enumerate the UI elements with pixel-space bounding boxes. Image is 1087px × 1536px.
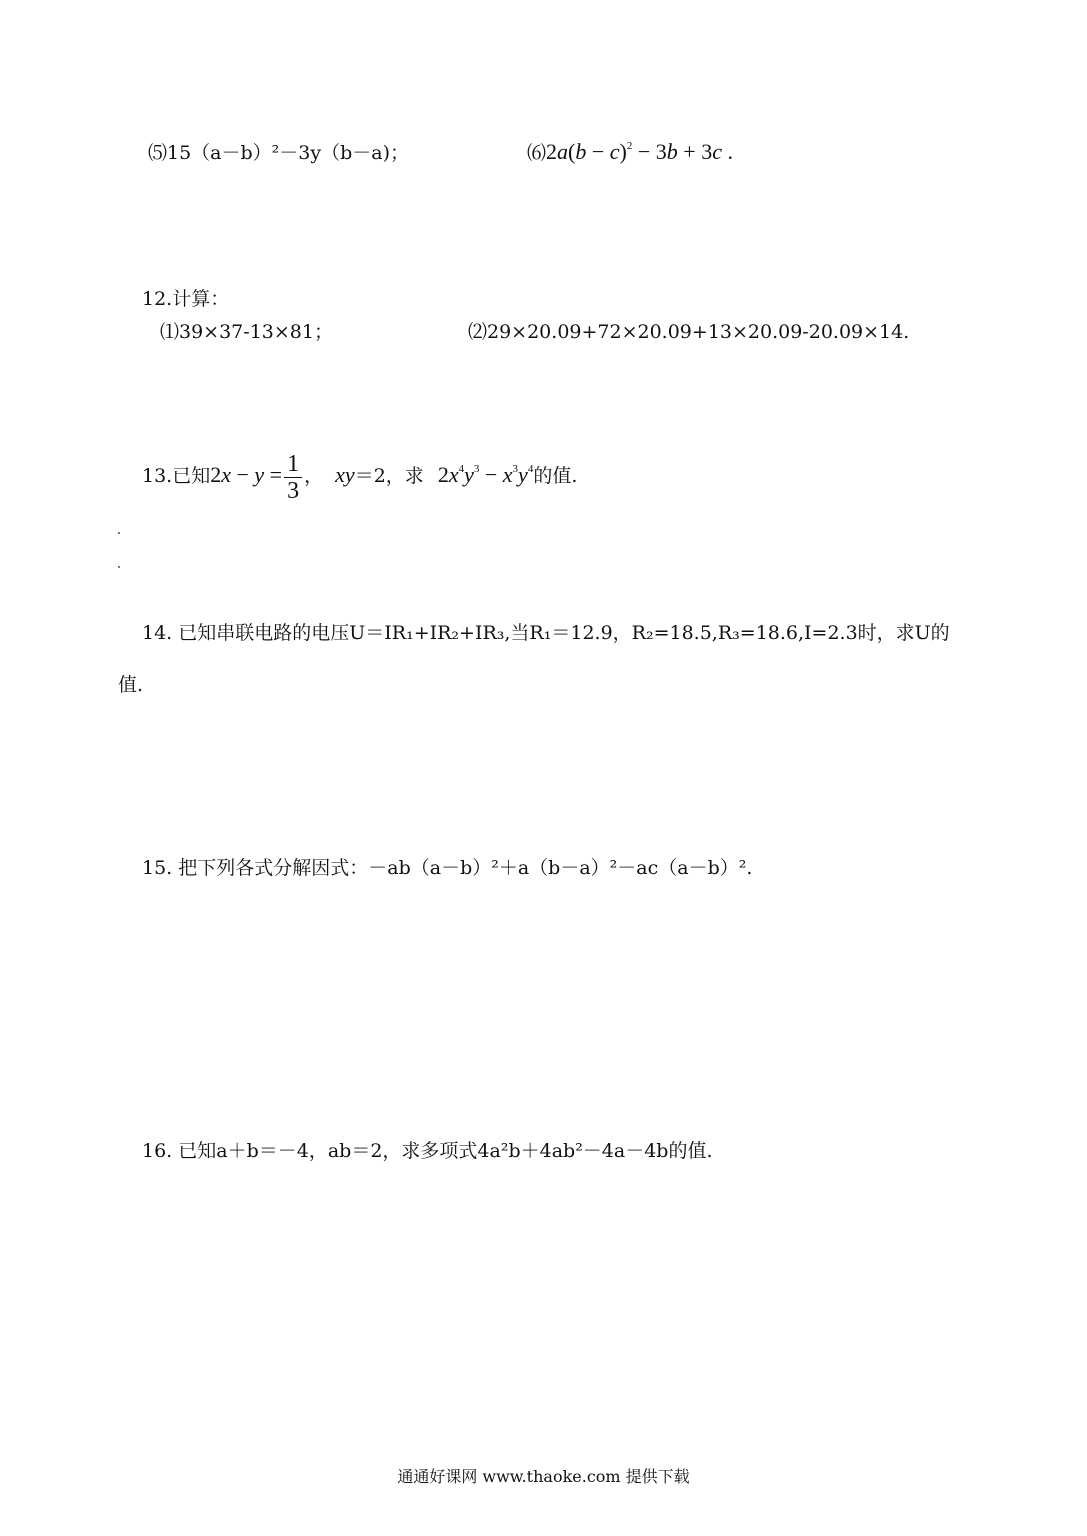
q14-line2: 值. <box>118 674 144 696</box>
q13-expression: $2x^4y^3 - x^3y^4$ <box>437 462 534 487</box>
footer-credit: 通通好课网 www.thaoke.com 提供下载 <box>397 1467 690 1486</box>
q11-part5: ⑸15（a－b）²－3y（b－a)； <box>148 142 410 164</box>
q13-fraction-denominator: 3 <box>287 477 300 504</box>
q13-xy: xy <box>335 462 355 487</box>
q13-statement <box>142 445 577 506</box>
q12-part1: ⑴39×37-13×81； <box>160 321 333 343</box>
scan-speck <box>118 566 120 568</box>
q13-equation-left: 2x − y = <box>210 462 283 487</box>
scan-speck <box>118 532 120 534</box>
q11-part6-expression: $2a(b - c)^2 - 3b + 3c$ . <box>546 139 733 164</box>
q11-part6 <box>527 140 733 165</box>
q11-part6-label: ⑹ <box>527 142 547 164</box>
q14-line1: 14. 已知串联电路的电压U＝IR₁+IR₂+IR₃,当R₁＝12.9，R₂=18.5,R₃=18.6,I=2.3时，求U的 <box>142 622 950 644</box>
q12-part2: ⑵29×20.09+72×20.09+13×20.09-20.09×14. <box>468 321 910 343</box>
q13-suffix: 的值. <box>533 465 578 487</box>
q13-fraction-numerator: 1 <box>284 451 302 478</box>
q13-fraction <box>284 451 302 504</box>
q16-statement: 16. 已知a＋b＝－4，ab＝2，求多项式4a²b＋4ab²－4a－4b的值. <box>142 1140 713 1162</box>
q13-prefix: 13.已知 <box>142 465 211 487</box>
q12-title: 12.计算： <box>142 288 230 310</box>
q15-statement: 15. 把下列各式分解因式：－ab（a－b）²＋a（b－a）²－ac（a－b）². <box>142 857 753 879</box>
q13-separator: ， <box>304 465 324 487</box>
q13-xy-tail: ＝2，求 <box>354 465 424 487</box>
